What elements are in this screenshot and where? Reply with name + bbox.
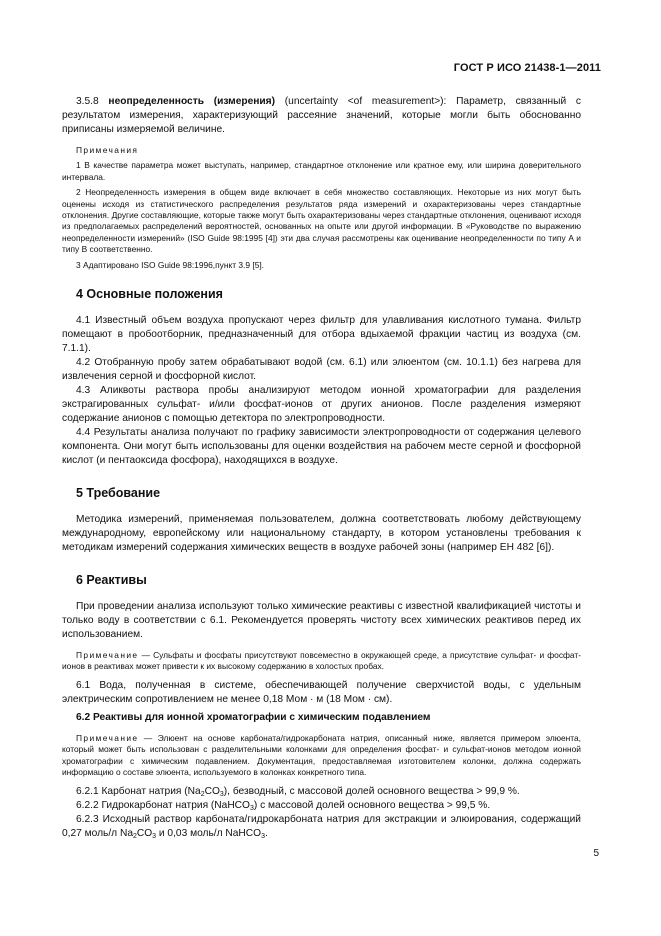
para-4-2: 4.2 Отобранную пробу затем обрабатывают водой (см. 6.1) или элюентом (см. 10.1.1) без нагрева для извлечения серной и фосфорной кислот. [62,357,581,383]
note-label: Примечание [76,732,139,743]
para-6-intro: При проведении анализа используют только химические реактивы с известной квалификацией чистоты и только воду в соответствии с 6.1. Рекомендуется проверять чистоту всех химических реактивов перед их использованием. [62,601,581,641]
term-3-5-8 [62,95,581,137]
para-4-1: 4.1 Известный объем воздуха пропускают через фильтр для улавливания кислотного тумана. Фильтр помещают в пробоотборник, предназначенный для отбора вдыхаемой фракции частиц из воздуха (см. 7.1.1). [62,315,581,355]
note-1: 1 В качестве параметра может выступать, например, стандартное отклонение или кратное ему, или ширина доверительного интервала. [62,160,581,182]
note-6-2 [62,733,581,779]
para-5: Методика измерений, применяемая пользователем, должна соответствовать любому действующему международному, европейскому или национальному стандарту, в котором установлены требования к методикам измерений содержания химических веществ в воздухе рабочей зоны (например ЕН 482 [6]). [62,514,581,554]
document-header: ГОСТ Р ИСО 21438-1—2011 [453,62,601,74]
para-4-3: 4.3 Аликвоты раствора пробы анализируют методом ионной хроматографии для разделения экстрагированных сульфат- и/или фосфат-ионов от других анионов. После разделения измеряют содержание анионов с помощью детектора по электропроводности. [62,385,581,425]
term-definition: (uncertainty <of measurement>): Параметр, связанный с результатом измерения, характеризующий рассеяние значений, которые могли быть обоснованно приписаны измеряемой величине. [62,96,582,135]
section-6-heading: 6 Реактивы [76,573,147,588]
section-5-heading: 5 Требование [76,486,161,501]
para-6-2-2: 6.2.2 Гидрокарбонат натрия (NaHCO$_3$) с массовой долей основного вещества > 99,5 %. [76,799,491,812]
para-6-1: 6.1 Вода, полученная в системе, обеспечивающей получение сверхчистой воды, с удельным электрическим сопротивлением не менее 0,18 Мом · м (18 Мом · см). [62,679,581,705]
term-number: 3.5.8 [76,96,99,107]
para-6-2-1: 6.2.1 Карбонат натрия $(Na_2CO_3)$, безводный, с массовой долей основного вещества > 99,9 %. [76,785,520,798]
note-3: 3 Адаптировано ISO Guide 98:1996,пункт 3.9 [5]. [76,259,265,270]
note-2: 2 Неопределенность измерения в общем виде включает в себя множество составляющих. Некоторые из них могут быть оценены исходя из статистического распределения результатов ряда измерений и охарактеризованы через стандартные отклонения. Другие составляющие, которые также могут быть охарактеризованы через стандартные отклонения, оценивают исходя из предполагаемых распределений вероятностей, основанных на опыте или другой информации. В «Руководстве по выражению неопределенности измерений» (ISO Guide 98:1995 [4]) эти два случая рассмотрены как оценивание неопределенности по типу A и типу B соответственно. [62,187,581,255]
note-text: — Сульфаты и фосфаты присутствуют повсеместно в окружающей среде, а присутствие сульфат- и фосфат-ионов в реактивах может привести к их высокому содержанию в холостых пробах. [62,650,581,672]
section-4-heading: 4 Основные положения [76,287,223,302]
note-label: Примечание [76,650,139,661]
note-text: — Элюент на основе карбоната/гидрокарбоната натрия, описанный ниже, является примером элюента, который может быть использован с разделительными колонками для определения фосфат- и сульфат-ионов методом ионной хроматографии с химическим подавлением. Документация, предоставляемая изготовителем колонки, должна содержать информацию о составе элюента, используемого в колонках конкретного типа. [62,732,581,778]
page-content [62,95,581,841]
para-4-4: 4.4 Результаты анализа получают по графику зависимости электропроводности от содержания целевого компонента. Они могут быть использованы для оценки воздействия на рабочем месте серной и фосфорной кислот (и пентаоксида фосфора), находящихся в воздухе. [62,427,581,467]
subsection-6-2-heading: 6.2 Реактивы для ионной хроматографии с химическим подавлением [76,711,431,723]
term-name: неопределенность (измерения) [108,96,276,107]
para-6-2-3: 6.2.3 Исходный раствор карбоната/гидрокарбоната натрия для экстракции и элюирования, содержащий 0,27 моль/л $Na_2CO_3$ и 0,03 моль/л NaHCO$_3$. [62,813,581,840]
note-6 [62,650,581,673]
page-number: 5 [593,848,599,859]
notes-heading: Примечания [76,145,139,155]
